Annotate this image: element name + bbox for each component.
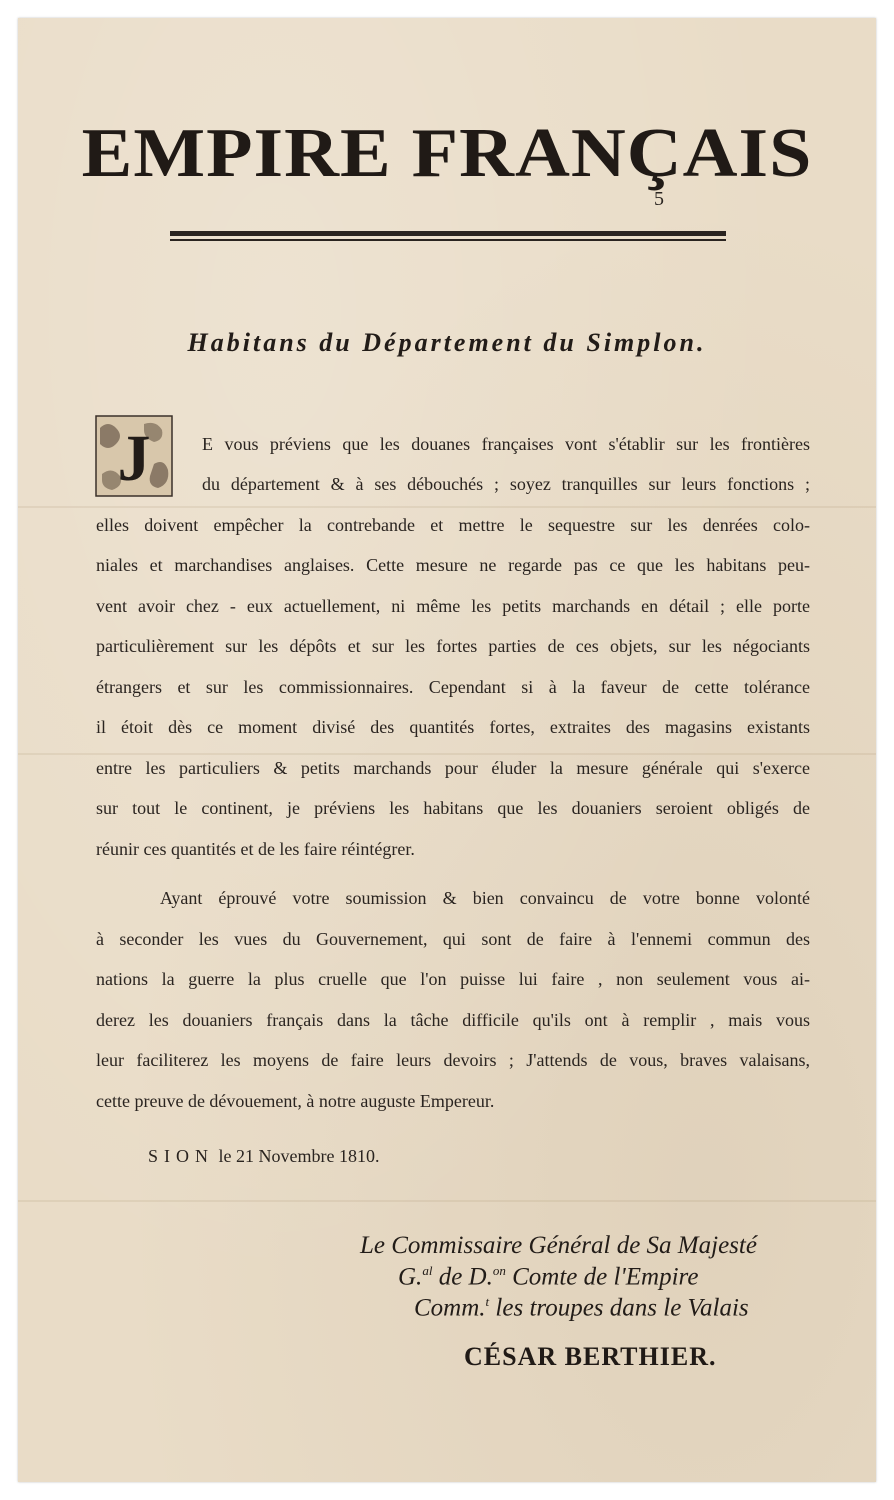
paper-crease (18, 753, 876, 755)
paragraph-2-line-6: cette preuve de dévouement, à notre auguste Empereur. (96, 1091, 495, 1111)
paragraph-1-line-3: elles doivent empêcher la contrebande et mettre le sequestre sur les denrées colo- (96, 515, 810, 535)
paragraph-1-line-6: particulièrement sur les dépôts et sur les fortes parties de ces objets, sur les négociants (96, 636, 810, 656)
paragraph-2-line-2: à seconder les vues du Gouvernement, qui sont de faire à l'ennemi commun des (96, 929, 810, 949)
paragraph-1-line-4: niales et marchandises anglaises. Cette mesure ne regarde pas ce que les habitans peu- (96, 555, 810, 575)
signature-name: CÉSAR BERTHIER. (464, 1342, 717, 1371)
address-line: Habitans du Département du Simplon. (187, 328, 707, 357)
document-header: EMPIRE FRANÇAIS (81, 114, 813, 192)
paragraph-1-line-7: étrangers et sur les commissionnaires. Cependant si à la faveur de cette tolérance (96, 677, 810, 697)
dateline (148, 1146, 379, 1167)
paragraph-2-line-4: derez les douaniers français dans la tâche difficile qu'ils ont à remplir , mais vous (96, 1010, 810, 1030)
paragraph-1-line-11: réunir ces quantités et de les faire réintégrer. (96, 839, 415, 859)
paragraph-1-line-2: du département & à ses débouchés ; soyez tranquilles sur leurs fonctions ; (202, 474, 810, 494)
dropcap-letter: J (117, 422, 151, 495)
document-page (18, 18, 876, 1482)
dateline-city: SION (148, 1146, 215, 1166)
signature-rank-line: G.$^{al}$ de D.$^{on}$ Comte de l'Empire (398, 1263, 699, 1291)
paragraph-1-line-10: sur tout le continent, je préviens les habitans que les douaniers seroient obligés de (96, 798, 810, 818)
paragraph-1-line-5: vent avoir chez - eux actuellement, ni même les petits marchands en détail ; elle porte (96, 596, 810, 616)
stray-mark: 5 (654, 188, 664, 210)
paragraph-2-line-1: Ayant éprouvé votre soumission & bien convaincu de votre bonne volonté (160, 888, 810, 908)
paragraph-2-line-5: leur faciliterez les moyens de faire leurs devoirs ; J'attends de vous, braves valaisans, (96, 1050, 810, 1070)
header-rule-thin (170, 239, 726, 241)
ornamental-dropcap (94, 414, 174, 498)
paragraph-1-line-8: il étoit dès ce moment divisé des quantités fortes, extraites des magasins existants (96, 717, 810, 737)
paragraph-2-line-3: nations la guerre la plus cruelle que l'on puisse lui faire , non seulement vous ai- (96, 969, 810, 989)
paragraph-1-line-1: E vous préviens que les douanes françaises vont s'établir sur les frontières (202, 434, 810, 454)
dateline-date: le 21 Novembre 1810. (218, 1146, 380, 1166)
signature-command-line: Comm.$^t$ les troupes dans le Valais (414, 1294, 749, 1322)
paragraph-1-line-9: entre les particuliers & petits marchands pour éluder la mesure générale qui s'exerce (96, 758, 810, 778)
signature-title-line: Le Commissaire Général de Sa Majesté (360, 1232, 757, 1259)
paper-crease (18, 1200, 876, 1202)
paper-crease (18, 506, 876, 508)
header-rule-thick (170, 231, 726, 236)
